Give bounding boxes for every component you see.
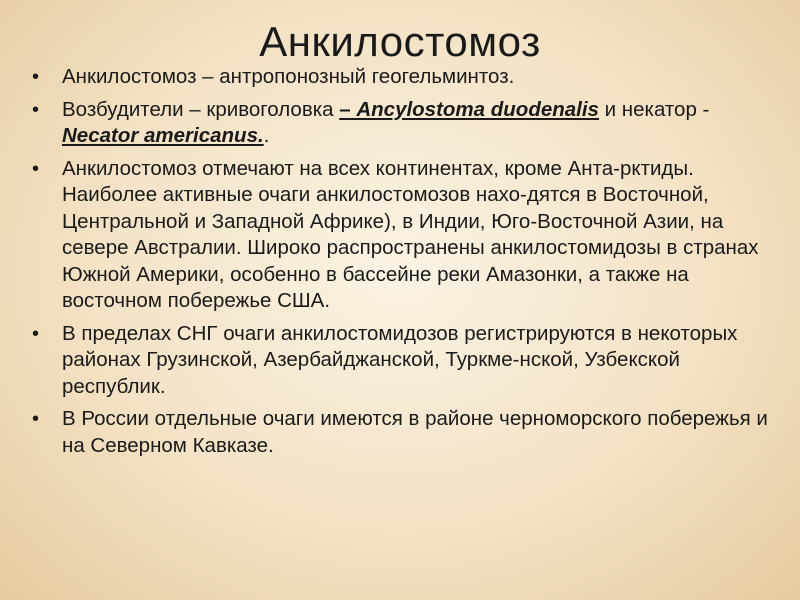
bullet-marker: •	[32, 98, 40, 121]
bullet-text-part2: и некатор -	[598, 97, 710, 121]
bullet-russia	[30, 406, 770, 459]
bullet-marker: •	[32, 157, 40, 180]
bullet-text: Анкилостомоз – антропонозный геогельминтоз.	[62, 65, 515, 88]
slide-title: Анкилостомоз	[259, 18, 541, 65]
bullet-text-part1: Возбудители – кривоголовка	[62, 97, 340, 121]
bullet-cis	[30, 321, 770, 401]
bullet-text: Анкилостомоз отмечают на всех континентах, кроме Анта-рктиды. Наиболее активные очаги анкилостомозов нахо-дятся в Восточной, Центральной и Западной Африке), в Индии, Юго-Восточной Азии, на севере Австралии. Широко распространены анкилостомидозы в странах Южной Америки, особенно в бассейне реки Амазонки, а также на восточном побережье США.	[62, 156, 759, 312]
bullet-marker: •	[32, 408, 40, 430]
pathogen-dash: –	[339, 97, 351, 121]
bullet-definition	[30, 64, 770, 91]
bullet-text-part3: .	[263, 124, 270, 147]
bullet-distribution	[30, 156, 770, 315]
bullet-marker: •	[32, 322, 40, 345]
pathogen-ancylostoma: Ancylostoma duodenalis	[350, 97, 599, 121]
bullet-text: В России отдельные очаги имеются в районе черноморского побережья и на Северном Кавказе.	[62, 407, 768, 457]
bullet-list	[30, 64, 770, 465]
bullet-text: В пределах СНГ очаги анкилостомидозов регистрируются в некоторых районах Грузинской, Азербайджанской, Туркме-нской, Узбекской республик.	[62, 321, 738, 398]
bullet-marker: •	[32, 66, 40, 88]
pathogen-necator: Necator americanus.	[62, 124, 264, 147]
bullet-pathogens	[30, 97, 770, 150]
